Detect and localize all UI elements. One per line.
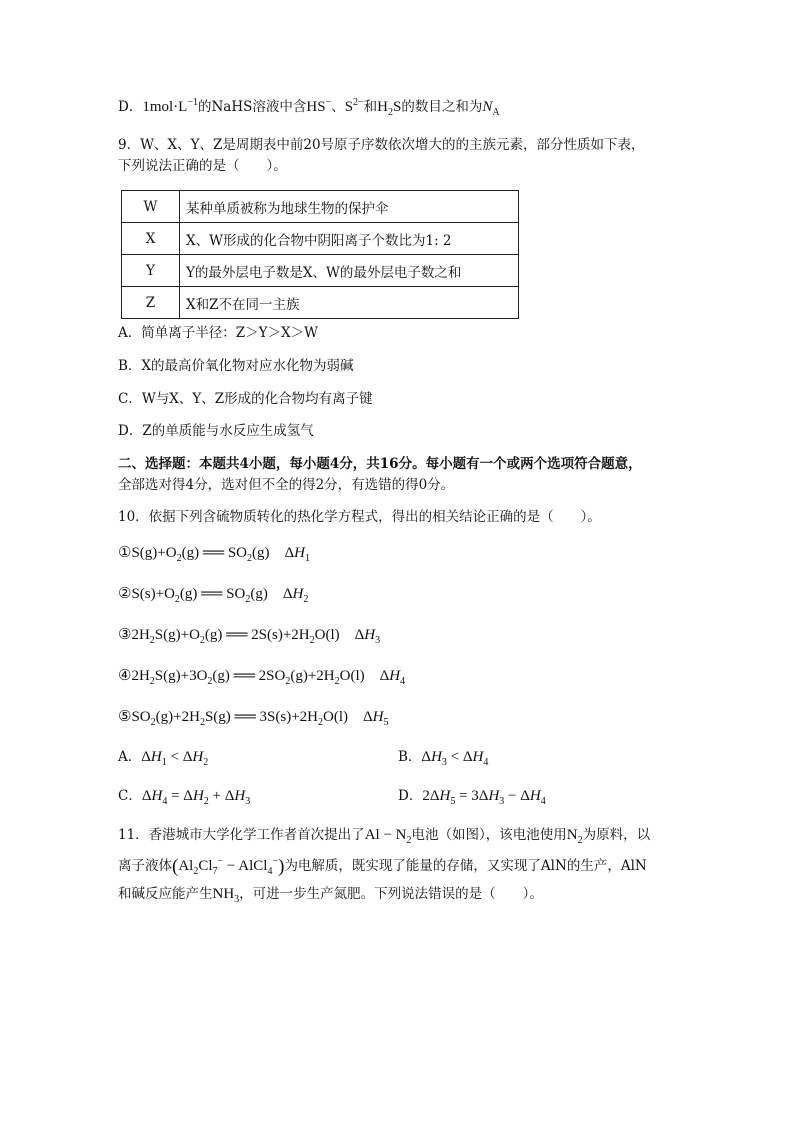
table-key: X — [122, 223, 180, 255]
q11-line2: 离子液体($Al_2Cl_7^-$ − AlCl$_4$−)为电解质，既实现了能量的存储，又实现了AlN的生产，AlN — [118, 856, 647, 877]
q9-option-d: D．Z的单质能与水反应生成氢气 — [118, 423, 314, 439]
avogadro-symbol: $N_A$ — [482, 99, 500, 118]
q9-option-b: B．X的最高价氧化物对应水化物为弱碱 — [118, 358, 354, 374]
q10-equation-5: $⑤SO_2(g)+2H_2S(g)$ ══ $3S(s)+2H_2O(l)$ $\Delta H_5$ — [118, 709, 389, 728]
q8-option-d: D．$1mol\cdot L^{-1}$的NaHS溶液中含HS−、$S^{2-}$和$H_2S$的数目之和为$N_A$ — [118, 97, 500, 118]
q10-option-d: D．$2\Delta H_5 = 3\Delta H_3 - \Delta H_4$ — [398, 788, 546, 807]
q9-option-a: A．简单离子半径：Z＞Y＞X＞W — [118, 325, 319, 341]
q10-equation-1: $①S(g)+O_2(g)$ ══ $SO_2(g)$ $\Delta H_1$ — [118, 545, 310, 564]
q10-stem: 10．依据下列含硫物质转化的热化学方程式，得出的相关结论正确的是（ ）。 — [118, 509, 601, 525]
q10-equation-2: $②S(s)+O_2(g)$ ══ $SO_2(g)$ $\Delta H_2$ — [118, 586, 309, 605]
q11-line3: 和碱反应能产生$NH_3$，可进一步生产氮肥。下列说法错误的是（ ）。 — [118, 886, 543, 905]
table-key: Y — [122, 255, 180, 287]
section2-heading: 二、选择题：本题共4小题，每小题4分，共16分。每小题有一个或两个选项符合题意， — [118, 456, 642, 472]
q10-option-a: A．$\Delta H_1 < \Delta H_2$ — [118, 749, 209, 768]
q9-stem-line2: 下列说法正确的是（ ）。 — [118, 158, 287, 174]
q9-property-table — [121, 190, 519, 319]
q8-concentration: $1mol\cdot L^{-1}$ — [142, 97, 198, 115]
table-value: Y的最外层电子数是X、W的最外层电子数之和 — [180, 255, 519, 287]
table-row — [122, 223, 519, 255]
table-row — [122, 287, 519, 319]
section2-instructions: 全部选对得4分，选对但不全的得2分，有选错的得0分。 — [118, 477, 455, 493]
q10-option-b: B．$\Delta H_3 < \Delta H_4$ — [398, 749, 489, 768]
q8-option-d-label: D． — [118, 99, 143, 115]
q10-equation-4: $④2H_2S(g)+3O_2(g)$ ══ $2SO_2(g)+2H_2O(l)$ $\Delta H_4$ — [118, 668, 406, 687]
q9-stem-line1: 9．W、X、Y、Z是周期表中前20号原子序数依次增大的的主族元素，部分性质如下表， — [118, 137, 645, 153]
table-key: W — [122, 191, 180, 223]
q10-option-c: C．$\Delta H_4 = \Delta H_2 + \Delta H_3$ — [118, 788, 251, 807]
q10-equation-3: $③2H_2S(g)+O_2(g)$ ══ $2S(s)+2H_2O(l)$ $\Delta H_3$ — [118, 627, 381, 646]
q11-line1: 11．香港城市大学化学工作者首次提出了$Al - N_2$电池（如图），该电池使用$N_2$为原料，以 — [118, 827, 651, 846]
table-value: X、W形成的化合物中阴阳离子个数比为1: 2 — [180, 223, 519, 255]
q9-option-c: C．W与X、Y、Z形成的化合物均有离子键 — [118, 391, 373, 407]
table-key: Z — [122, 287, 180, 319]
table-row — [122, 191, 519, 223]
table-value: X和Z不在同一主族 — [180, 287, 519, 319]
table-row — [122, 255, 519, 287]
table-value: 某种单质被称为地球生物的保护伞 — [180, 191, 519, 223]
